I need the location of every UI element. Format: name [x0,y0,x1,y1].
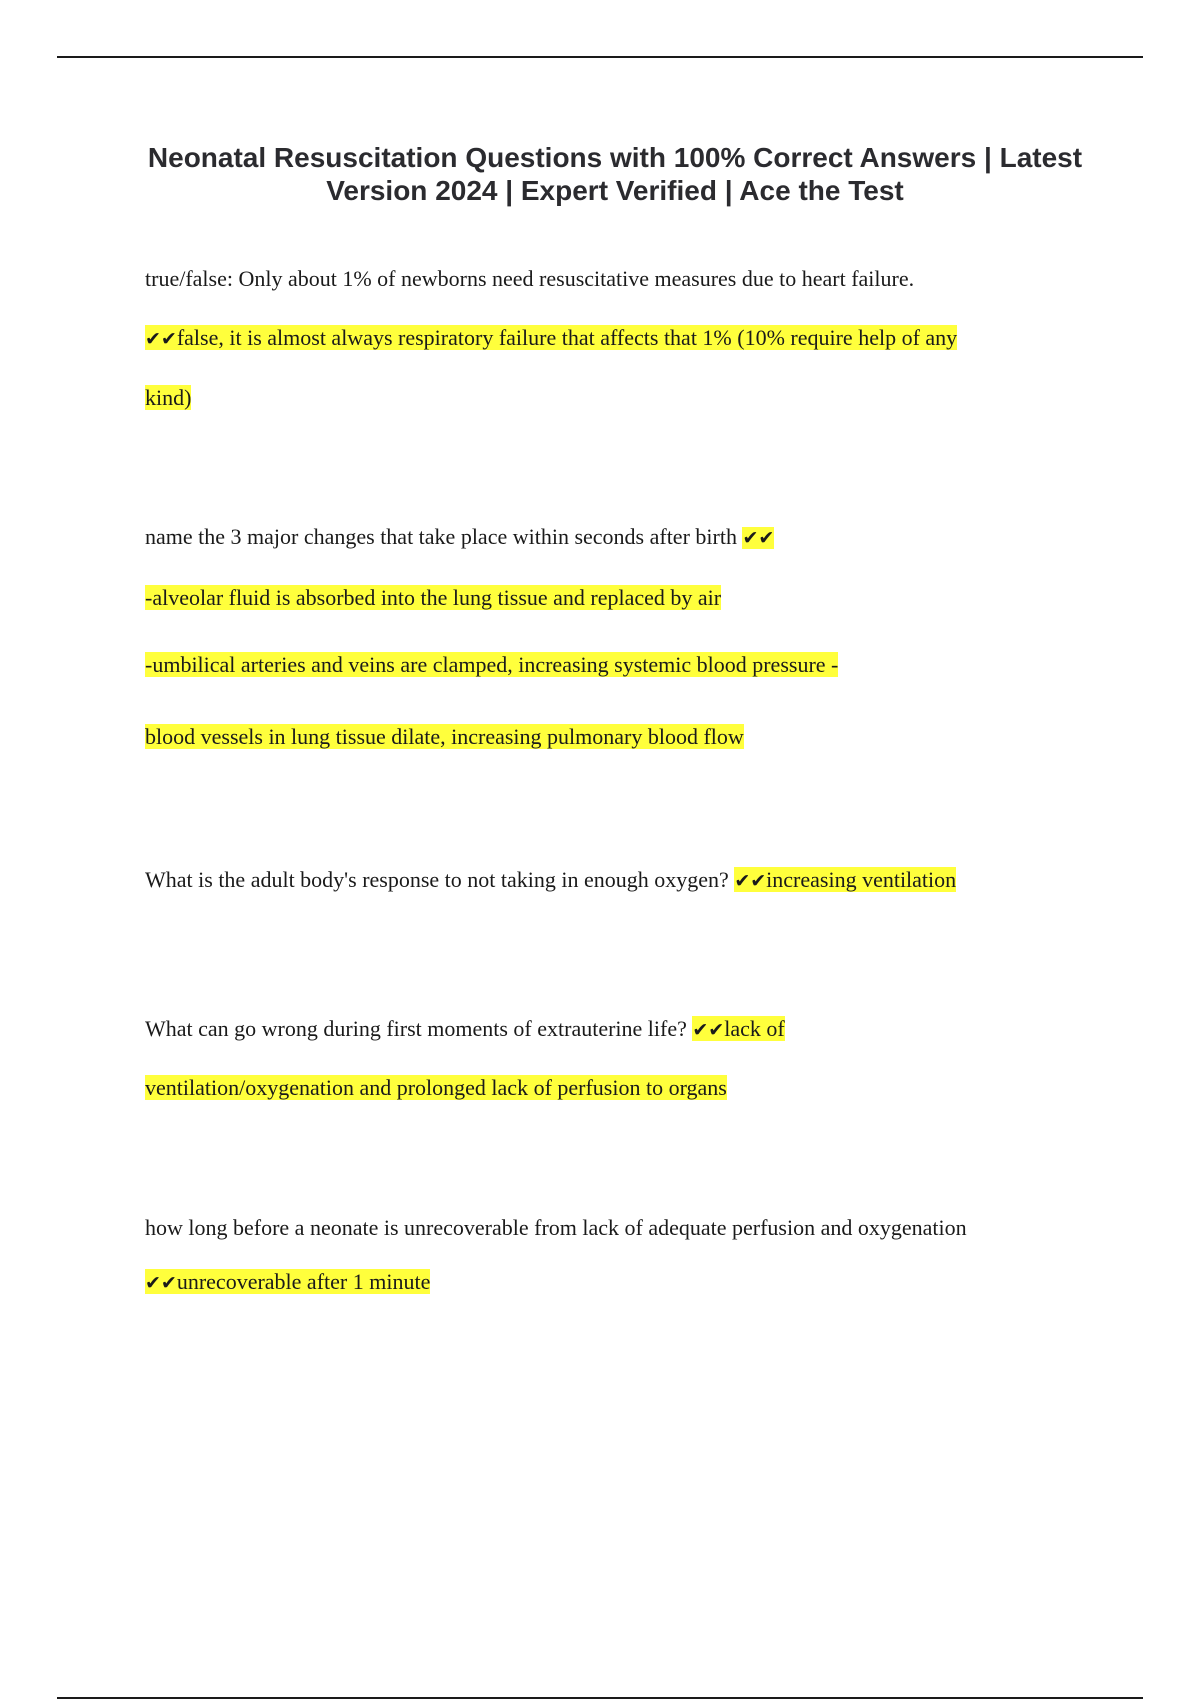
top-rule [57,56,1143,58]
answer-2-line-3 [145,722,744,752]
answer-2-text-2: -umbilical arteries and veins are clamped, increasing systemic blood pressure - [145,652,839,677]
answer-1-text-1: false, it is almost always respiratory failure that affects that 1% (10% require help of any [176,325,958,350]
answer-4-text-1: lack of [724,1016,785,1041]
answer-1-line-2 [145,383,191,413]
answer-5-text: unrecoverable after 1 minute [176,1269,431,1294]
question-1 [145,264,914,294]
document-title: Neonatal Resuscitation Questions with 100% Correct Answers | Latest Version 2024 | Expert Verified | Ace the Test [147,142,1083,206]
question-1-text: true/false: Only about 1% of newborns need resuscitative measures due to heart failure. [145,266,915,291]
answer-4-text-2: ventilation/oxygenation and prolonged lack of perfusion to organs [145,1075,727,1100]
answer-5-highlight [145,1269,430,1294]
answer-1-text-2: kind) [145,385,192,410]
question-2 [145,522,774,553]
question-3 [145,865,956,896]
question-5 [145,1213,967,1243]
question-4-text: What can go wrong during first moments of extrauterine life? [145,1016,687,1041]
answer-5-line [145,1267,430,1298]
double-check-icon: ✔✔ [742,527,775,549]
answer-1-highlight [145,325,957,350]
double-check-icon: ✔✔ [145,1272,177,1294]
answer-2-text-3: blood vessels in lung tissue dilate, increasing pulmonary blood flow [145,724,744,749]
answer-2-line-2 [145,650,838,680]
question-2-text: name the 3 major changes that take place within seconds after birth [145,524,737,549]
answer-2-line-1 [145,583,721,613]
answer-1-line-1 [145,323,957,354]
answer-4-highlight [692,1016,784,1041]
answer-2-text-1: -alveolar fluid is absorbed into the lung tissue and replaced by air [145,585,722,610]
question-4 [145,1014,785,1045]
answer-3-highlight [734,867,956,892]
answer-3-text: increasing ventilation [766,867,957,892]
question-3-text: What is the adult body's response to not taking in enough oxygen? [145,867,729,892]
question-5-text: how long before a neonate is unrecoverable from lack of adequate perfusion and oxygenation [145,1215,967,1240]
bottom-rule [57,1697,1143,1699]
double-check-icon: ✔✔ [145,328,177,350]
double-check-icon: ✔✔ [692,1019,725,1041]
answer-4-line-2 [145,1073,727,1103]
double-check-icon: ✔✔ [734,870,767,892]
